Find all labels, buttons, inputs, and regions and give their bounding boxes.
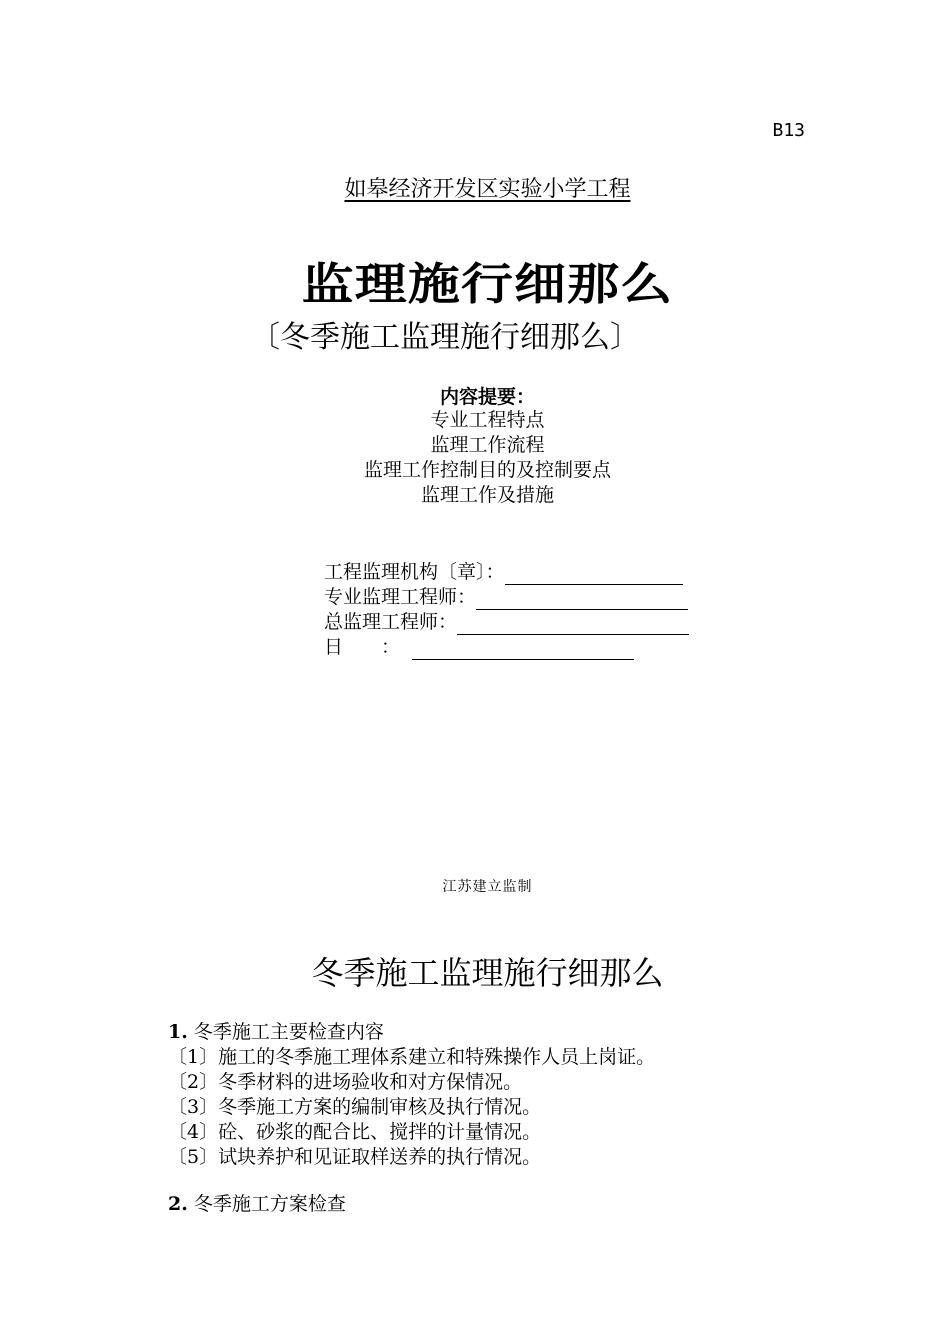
item-number: 〔5〕 bbox=[168, 1146, 219, 1168]
list-item bbox=[168, 1070, 655, 1095]
contents-item: 专业工程特点 bbox=[430, 409, 545, 431]
item-text: 冬季材料的进场验收和对方保情况。 bbox=[218, 1071, 523, 1093]
signature-block bbox=[324, 560, 689, 660]
project-name: 如皋经济开发区实验小学工程 bbox=[344, 177, 631, 202]
signature-row-engineer bbox=[324, 585, 689, 610]
item-number: 〔4〕 bbox=[168, 1121, 219, 1143]
contents-heading: 内容提要： bbox=[439, 386, 535, 408]
section-heading-text: 冬季施工方案检查 bbox=[193, 1193, 346, 1215]
signature-row-date bbox=[324, 635, 689, 660]
main-title: 监理施行细那么 bbox=[301, 259, 674, 310]
section-title: 冬季施工监理施行细那么 bbox=[311, 954, 664, 992]
contents-item: 监理工作及措施 bbox=[420, 484, 554, 506]
item-text: 冬季施工方案的编制审核及执行情况。 bbox=[218, 1096, 542, 1118]
signature-row-chief bbox=[324, 610, 689, 635]
signature-label: 工程监理机构〔章〕： bbox=[324, 561, 505, 583]
signature-label: 日 ： bbox=[324, 636, 401, 658]
signature-line bbox=[505, 566, 683, 585]
item-number: 〔3〕 bbox=[168, 1096, 219, 1118]
contents-item: 监理工作流程 bbox=[430, 434, 545, 456]
signature-line bbox=[457, 616, 689, 635]
contents-list bbox=[0, 408, 950, 508]
item-number: 〔2〕 bbox=[168, 1071, 219, 1093]
item-text: 砼、砂浆的配合比、搅拌的计量情况。 bbox=[218, 1121, 542, 1143]
item-text: 施工的冬季施工理体系建立和特殊操作人员上岗证。 bbox=[218, 1046, 656, 1068]
section-heading bbox=[168, 1020, 655, 1045]
list-item bbox=[168, 1120, 655, 1145]
sub-title: 〔冬季施工监理施行细那么〕 bbox=[250, 320, 640, 355]
document-code: B13 bbox=[772, 120, 805, 141]
item-text: 试块养护和见证取样送养的执行情况。 bbox=[218, 1146, 542, 1168]
section-heading bbox=[168, 1192, 655, 1217]
list-item bbox=[168, 1095, 655, 1120]
section-number: 2. bbox=[168, 1193, 188, 1215]
list-item bbox=[168, 1045, 655, 1070]
list-item bbox=[168, 1145, 655, 1170]
section-heading-text: 冬季施工主要检查内容 bbox=[193, 1021, 384, 1043]
signature-line bbox=[412, 641, 634, 660]
signature-line bbox=[476, 591, 688, 610]
contents-item: 监理工作控制目的及控制要点 bbox=[363, 459, 611, 481]
signature-label: 专业监理工程师： bbox=[324, 586, 477, 608]
section-number: 1. bbox=[168, 1021, 188, 1043]
body-content bbox=[168, 1020, 655, 1217]
issuer-text: 江苏建立监制 bbox=[442, 879, 533, 895]
signature-row-agency bbox=[324, 560, 689, 585]
signature-label: 总监理工程师： bbox=[324, 611, 458, 633]
item-number: 〔1〕 bbox=[168, 1046, 219, 1068]
